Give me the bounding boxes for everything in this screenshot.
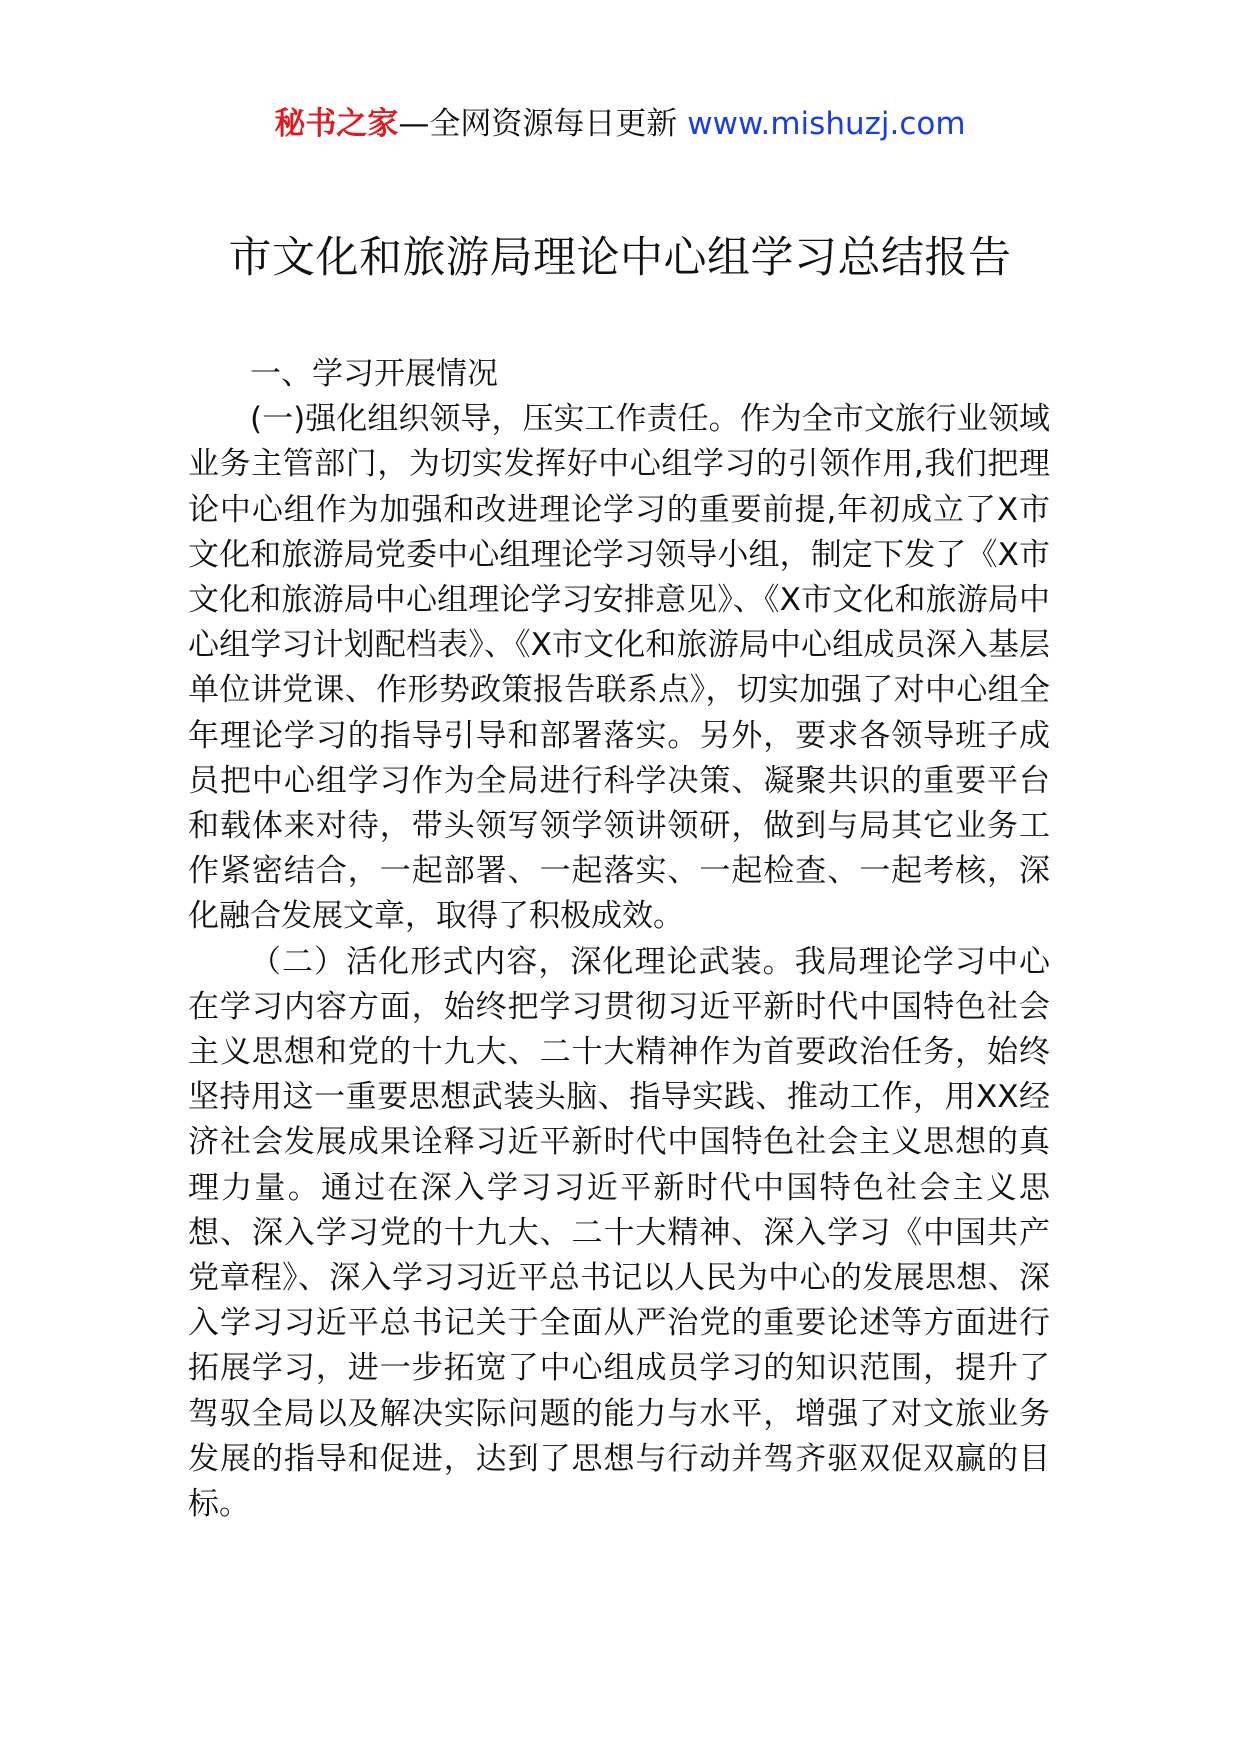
document-body	[188, 352, 1050, 1527]
section-heading: 一、学习开展情况	[250, 356, 498, 392]
slogan: —全网资源每日更新	[398, 106, 678, 142]
site-url[interactable]: www.mishuzj.com	[687, 106, 966, 142]
site-header	[0, 100, 1240, 148]
paragraph-2: （二）活化形式内容，深化理论武装。我局理论学习中心在学习内容方面，始终把学习贯彻习近平新时代中国特色社会主义思想和党的十九大、二十大精神作为首要政治任务，始终坚持用这一重要思想武装头脑、指导实践、推动工作，用XX经济社会发展成果诠释习近平新时代中国特色社会主义思想的真理力量。通过在深入学习习近平新时代中国特色社会主义思想、深入学习党的十九大、二十大精神、深入学习《中国共产党章程》、深入学习习近平总书记以人民为中心的发展思想、深入学习习近平总书记关于全面从严治党的重要论述等方面进行拓展学习，进一步拓宽了中心组成员学习的知识范围，提升了驾驭全局以及解决实际问题的能力与水平，增强了对文旅业务发展的指导和促进，达到了思想与行动并驾齐驱双促双赢的目标。	[188, 943, 1050, 1523]
document-title: 市文化和旅游局理论中心组学习总结报告	[228, 233, 1012, 283]
brand-name: 秘书之家	[274, 106, 399, 142]
paragraph-1: (一)强化组织领导，压实工作责任。作为全市文旅行业领域业务主管部门，为切实发挥好中心组学习的引领作用,我们把理论中心组作为加强和改进理论学习的重要前提,年初成立了X市文化和旅游局党委中心组理论学习领导小组，制定下发了《X市文化和旅游局中心组理论学习安排意见》、《X市文化和旅游局中心组学习计划配档表》、《X市文化和旅游局中心组成员深入基层单位讲党课、作形势政策报告联系点》，切实加强了对中心组全年理论学习的指导引导和部署落实。另外，要求各领导班子成员把中心组学习作为全局进行科学决策、凝聚共识的重要平台和载体来对待，带头领写领学领讲领研，做到与局其它业务工作紧密结合，一起部署、一起落实、一起检查、一起考核，深化融合发展文章，取得了积极成效。	[188, 401, 1050, 935]
